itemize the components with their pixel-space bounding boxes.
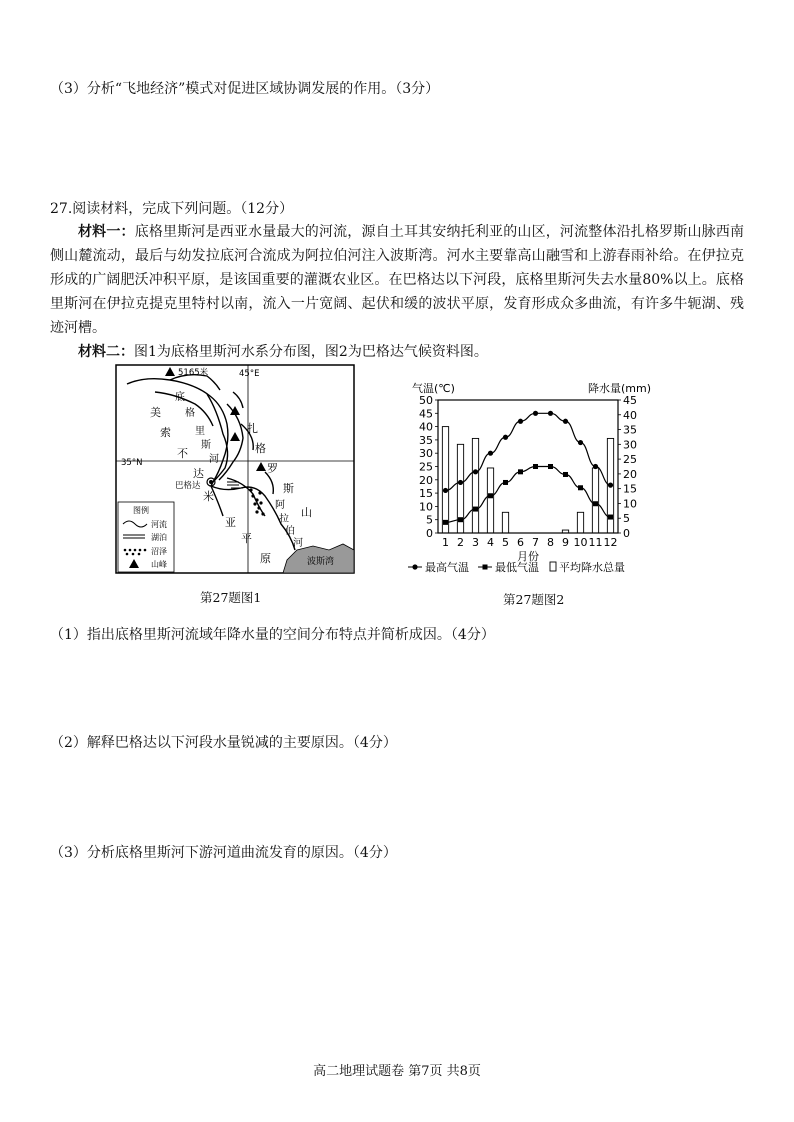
- right-tick-label: 45: [623, 394, 637, 407]
- material-1: [50, 220, 744, 340]
- min-temp-point: [443, 520, 448, 525]
- material-2-label: 材料二：: [78, 344, 134, 360]
- x-tick-label: 12: [603, 536, 618, 549]
- region-char-yuan: 原: [260, 552, 271, 565]
- precipitation-bar: [487, 468, 493, 533]
- figure-1-caption: 第27题图1: [200, 590, 262, 605]
- region-char-ping: 平: [241, 532, 252, 545]
- precipitation-bar: [502, 512, 508, 533]
- map-legend: [118, 502, 174, 572]
- min-temp-point: [533, 464, 538, 469]
- region-char-shan: 山: [301, 506, 312, 519]
- tigris-river-map: [115, 364, 355, 578]
- legend-min-marker: [483, 565, 488, 570]
- region-char-bu: 不: [177, 447, 188, 460]
- legend-max-temp: 最高气温: [425, 561, 469, 574]
- region-char-suo: 索: [160, 426, 171, 439]
- latitude-label: 35°N: [121, 458, 143, 468]
- legend-marsh: 沼泽: [151, 547, 167, 556]
- max-temp-point: [518, 419, 523, 424]
- river1-char: 河: [209, 454, 219, 465]
- x-tick-label: 1: [442, 536, 449, 549]
- min-temp-point: [518, 469, 523, 474]
- right-tick-label: 15: [623, 482, 637, 496]
- river2-char: 河: [293, 538, 303, 549]
- legend-bar-swatch: [550, 562, 556, 571]
- max-temp-point: [593, 464, 598, 469]
- right-tick-label: 35: [623, 423, 637, 437]
- region-char-ge: 格: [255, 442, 266, 455]
- river2-char: 阿: [275, 500, 285, 511]
- region-char-mei: 美: [150, 406, 161, 419]
- river1-char: 底: [175, 392, 185, 403]
- left-tick-label: 5: [426, 513, 433, 527]
- left-tick-label: 20: [419, 473, 433, 487]
- x-tick-label: 8: [547, 536, 554, 549]
- max-temp-point: [488, 451, 493, 456]
- left-tick-label: 40: [419, 420, 433, 434]
- question-26-3: （3）分析“飞地经济”模式对促进区域协调发展的作用。（3分）: [50, 81, 440, 97]
- precipitation-bar: [472, 438, 478, 533]
- min-temp-point: [563, 472, 568, 477]
- left-tick-label: 15: [419, 487, 433, 501]
- right-tick-label: 25: [623, 453, 637, 467]
- right-axis-label: 降水量(mm): [588, 382, 652, 395]
- max-temp-point: [563, 419, 568, 424]
- left-tick-label: 10: [419, 500, 433, 514]
- min-temp-point: [473, 507, 478, 512]
- region-char-luo: 罗: [267, 462, 278, 475]
- question-27-2: （2）解释巴格达以下河段水量锐减的主要原因。（4分）: [50, 735, 397, 751]
- max-temp-point: [458, 480, 463, 485]
- figure-2-caption: 第27题图2: [503, 592, 565, 607]
- left-tick-label: 30: [419, 447, 433, 461]
- right-tick-label: 20: [623, 467, 637, 481]
- precipitation-bar: [592, 468, 598, 533]
- peak-elevation-label: 5165米: [178, 368, 209, 378]
- baghdad-climate-chart: [408, 378, 672, 580]
- max-temp-point: [473, 469, 478, 474]
- region-char-da: 达: [193, 467, 204, 480]
- longitude-label: 45°E: [239, 369, 260, 379]
- right-tick-label: 0: [623, 527, 630, 540]
- left-tick-label: 25: [419, 460, 433, 474]
- right-tick-label: 30: [623, 438, 637, 452]
- region-char-ya: 亚: [225, 516, 236, 529]
- precipitation-bar: [577, 512, 583, 533]
- river1-char: 里: [195, 426, 205, 437]
- x-tick-label: 7: [532, 536, 539, 549]
- min-temp-point: [593, 501, 598, 506]
- material-2: [50, 340, 744, 364]
- right-tick-label: 40: [623, 408, 637, 422]
- region-char-zha: 扎: [247, 422, 258, 435]
- max-temp-point: [443, 488, 448, 493]
- max-temp-point: [578, 440, 583, 445]
- left-tick-label: 35: [419, 433, 433, 447]
- max-temp-point: [608, 483, 613, 488]
- legend-peak: 山峰: [151, 560, 167, 569]
- legend-river: 河流: [151, 520, 167, 529]
- page-footer: 高二地理试题卷 第7页 共8页: [313, 1064, 481, 1079]
- legend-min-temp: 最低气温: [495, 561, 539, 574]
- legend-title: 图例: [133, 506, 149, 515]
- left-axis-label: 气温(℃): [412, 382, 455, 395]
- right-tick-label: 10: [623, 497, 637, 511]
- legend-lake: 湖泊: [151, 533, 167, 542]
- x-tick-label: 9: [562, 536, 569, 549]
- left-tick-label: 50: [419, 394, 433, 407]
- min-temp-point: [548, 464, 553, 469]
- left-tick-label: 0: [426, 527, 433, 540]
- x-tick-label: 10: [573, 536, 588, 549]
- min-temp-point: [608, 515, 613, 520]
- river2-char: 伯: [285, 526, 295, 537]
- max-temp-point: [533, 411, 538, 416]
- x-tick-label: 3: [472, 536, 479, 549]
- region-char-si: 斯: [283, 482, 294, 495]
- x-tick-label: 5: [502, 536, 509, 549]
- legend-max-marker: [412, 564, 417, 569]
- min-temp-point: [578, 485, 583, 490]
- x-tick-label: 6: [517, 536, 524, 549]
- question-27-1: （1）指出底格里斯河流域年降水量的空间分布特点并简析成因。（4分）: [50, 627, 495, 643]
- min-temp-point: [488, 493, 493, 498]
- x-tick-label: 11: [588, 536, 603, 549]
- x-tick-label: 2: [457, 536, 464, 549]
- material-1-text: 底格里斯河是西亚水量最大的河流，源自土耳其安纳托利亚的山区，河流整体沿扎格罗斯山脉西南侧山麓流动，最后与幼发拉底河合流成为阿拉伯河注入波斯湾。河水主要靠高山融雪和上游春雨补给。在伊拉克形成的广阔肥沃冲积平原，是该国重要的灌溉农业区。在巴格达以下河段，底格里斯河失去水量80%以上。底格里斯河在伊拉克提克里特村以南，流入一片宽阔、起伏和缓的波状平原，发育形成众多曲流，有许多牛轭湖、残迹河槽。: [50, 224, 745, 336]
- left-tick-label: 45: [419, 407, 433, 421]
- x-axis-label: 月份: [517, 550, 539, 563]
- max-temp-point: [503, 435, 508, 440]
- question-27-3: （3）分析底格里斯河下游河道曲流发育的原因。（4分）: [50, 845, 397, 861]
- material-2-text: 图1为底格里斯河水系分布图，图2为巴格达气候资料图。: [134, 344, 488, 360]
- precipitation-bar: [442, 427, 448, 533]
- min-temp-point: [458, 517, 463, 522]
- min-temp-point: [503, 480, 508, 485]
- river2-char: 拉: [279, 514, 289, 525]
- material-1-label: 材料一：: [78, 224, 135, 240]
- baghdad-label: 巴格达: [175, 481, 201, 491]
- region-char-mi: 米: [203, 490, 214, 503]
- max-temp-point: [548, 411, 553, 416]
- river1-char: 斯: [201, 440, 211, 451]
- river1-char: 格: [185, 408, 195, 419]
- plot-frame: [438, 400, 618, 533]
- max-temp-line: [446, 413, 611, 490]
- x-tick-label: 4: [487, 536, 494, 549]
- gulf-label: 波斯湾: [307, 557, 335, 567]
- legend-precipitation: 平均降水总量: [559, 561, 625, 574]
- question-27-title: 27.阅读材料，完成下列问题。（12分）: [50, 201, 294, 217]
- right-tick-label: 5: [623, 512, 630, 526]
